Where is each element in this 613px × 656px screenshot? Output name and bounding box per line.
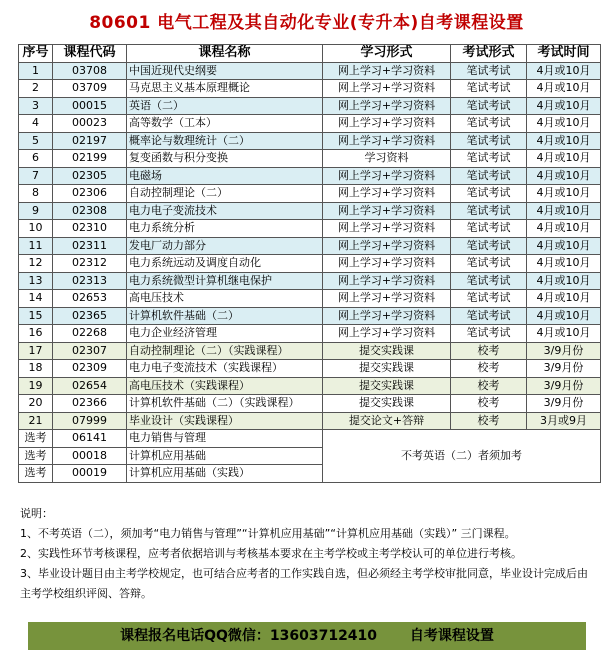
header-mode: 学习形式 [323, 45, 451, 63]
notes-heading: 说明： [20, 507, 53, 520]
row-code: 02197 [53, 132, 127, 150]
row-exam-time: 3月或9月 [527, 412, 601, 430]
row-study-mode: 网上学习+学习资料 [323, 185, 451, 203]
row-no: 16 [19, 325, 53, 343]
table-row [19, 325, 601, 343]
row-no: 13 [19, 272, 53, 290]
row-course-name: 计算机软件基础（二）（实践课程） [127, 395, 323, 413]
row-exam-time: 3/9月份 [527, 395, 601, 413]
row-exam-form: 笔试考试 [451, 290, 527, 308]
row-code: 02653 [53, 290, 127, 308]
table-row [19, 377, 601, 395]
row-study-mode: 网上学习+学习资料 [323, 132, 451, 150]
header-code: 课程代码 [53, 45, 127, 63]
row-no: 7 [19, 167, 53, 185]
row-course-name: 电力系统远动及调度自动化 [127, 255, 323, 273]
row-study-mode: 网上学习+学习资料 [323, 202, 451, 220]
row-study-mode: 网上学习+学习资料 [323, 272, 451, 290]
row-study-mode: 提交实践课 [323, 342, 451, 360]
table-row [19, 412, 601, 430]
row-no: 4 [19, 115, 53, 133]
course-table [18, 44, 601, 483]
row-exam-time: 4月或10月 [527, 202, 601, 220]
row-course-name: 电力销售与管理 [127, 430, 323, 448]
table-row [19, 185, 601, 203]
row-exam-form: 校考 [451, 377, 527, 395]
row-exam-time: 4月或10月 [527, 255, 601, 273]
row-study-mode: 网上学习+学习资料 [323, 97, 451, 115]
row-course-name: 计算机软件基础（二） [127, 307, 323, 325]
table-row [19, 132, 601, 150]
row-course-name: 电力企业经济管理 [127, 325, 323, 343]
row-exam-time: 4月或10月 [527, 237, 601, 255]
row-exam-form: 笔试考试 [451, 237, 527, 255]
footer-title: 自考课程设置 [409, 628, 494, 644]
table-header-row [19, 45, 601, 63]
row-no: 8 [19, 185, 53, 203]
row-study-mode: 网上学习+学习资料 [323, 255, 451, 273]
row-code: 07999 [53, 412, 127, 430]
row-exam-time: 4月或10月 [527, 97, 601, 115]
row-exam-form: 笔试考试 [451, 115, 527, 133]
row-exam-form: 笔试考试 [451, 202, 527, 220]
header-name: 课程名称 [127, 45, 323, 63]
row-course-name: 电磁场 [127, 167, 323, 185]
row-exam-form: 笔试考试 [451, 150, 527, 168]
row-study-mode: 网上学习+学习资料 [323, 307, 451, 325]
row-course-name: 马克思主义基本原理概论 [127, 80, 323, 98]
row-exam-time: 4月或10月 [527, 132, 601, 150]
row-exam-time: 4月或10月 [527, 307, 601, 325]
row-exam-time: 3/9月份 [527, 342, 601, 360]
footer-banner [28, 622, 586, 650]
row-course-name: 中国近现代史纲要 [127, 62, 323, 80]
row-code: 02199 [53, 150, 127, 168]
row-code: 00023 [53, 115, 127, 133]
row-course-name: 概率论与数理统计（二） [127, 132, 323, 150]
row-no: 19 [19, 377, 53, 395]
row-exam-form: 校考 [451, 412, 527, 430]
row-code: 02268 [53, 325, 127, 343]
row-course-name: 自动控制理论（二）（实践课程） [127, 342, 323, 360]
note-item: 3、毕业设计题目由主考学校规定，也可结合应考者的工作实践自选，但必须经主考学校审批同意，毕业设计完成后由主考学校组织评阅、答辩。 [20, 567, 588, 600]
row-no: 20 [19, 395, 53, 413]
row-study-mode: 网上学习+学习资料 [323, 290, 451, 308]
table-body [19, 62, 601, 482]
row-exam-time: 4月或10月 [527, 167, 601, 185]
row-study-mode: 学习资料 [323, 150, 451, 168]
row-study-mode: 提交论文+答辩 [323, 412, 451, 430]
row-code: 03709 [53, 80, 127, 98]
row-no: 9 [19, 202, 53, 220]
row-code: 00019 [53, 465, 127, 483]
row-code: 02308 [53, 202, 127, 220]
row-code: 06141 [53, 430, 127, 448]
table-row [19, 97, 601, 115]
row-study-mode: 网上学习+学习资料 [323, 325, 451, 343]
table-row [19, 360, 601, 378]
row-course-name: 电力电子变流技术（实践课程） [127, 360, 323, 378]
row-course-name: 高电压技术（实践课程） [127, 377, 323, 395]
row-code: 02305 [53, 167, 127, 185]
row-no: 5 [19, 132, 53, 150]
table-row [19, 342, 601, 360]
row-no: 10 [19, 220, 53, 238]
row-no: 18 [19, 360, 53, 378]
header-time: 考试时间 [527, 45, 601, 63]
row-code: 02654 [53, 377, 127, 395]
row-course-name: 电力电子变流技术 [127, 202, 323, 220]
note-item: 1、不考英语（二），须加考“电力销售与管理”“计算机应用基础”“计算机应用基础（实践）” 三门课程。 [20, 527, 516, 540]
row-code: 02309 [53, 360, 127, 378]
header-exam: 考试形式 [451, 45, 527, 63]
optional-note: 不考英语（二）者须加考 [323, 430, 601, 483]
row-no: 14 [19, 290, 53, 308]
row-code: 02313 [53, 272, 127, 290]
row-study-mode: 提交实践课 [323, 360, 451, 378]
table-row [19, 115, 601, 133]
row-exam-form: 笔试考试 [451, 220, 527, 238]
row-exam-form: 笔试考试 [451, 185, 527, 203]
table-row [19, 80, 601, 98]
row-exam-form: 校考 [451, 360, 527, 378]
row-exam-form: 笔试考试 [451, 272, 527, 290]
row-exam-time: 3/9月份 [527, 360, 601, 378]
row-code: 02311 [53, 237, 127, 255]
table-row [19, 395, 601, 413]
row-no: 1 [19, 62, 53, 80]
row-code: 02312 [53, 255, 127, 273]
row-study-mode: 提交实践课 [323, 377, 451, 395]
row-course-name: 英语（二） [127, 97, 323, 115]
row-study-mode: 网上学习+学习资料 [323, 237, 451, 255]
row-course-name: 发电厂动力部分 [127, 237, 323, 255]
row-no: 12 [19, 255, 53, 273]
table-row [19, 272, 601, 290]
table-row [19, 167, 601, 185]
row-code: 02306 [53, 185, 127, 203]
row-study-mode: 提交实践课 [323, 395, 451, 413]
table-row [19, 290, 601, 308]
row-course-name: 计算机应用基础（实践） [127, 465, 323, 483]
row-exam-time: 4月或10月 [527, 150, 601, 168]
row-study-mode: 网上学习+学习资料 [323, 80, 451, 98]
row-course-name: 复变函数与积分变换 [127, 150, 323, 168]
row-exam-form: 笔试考试 [451, 255, 527, 273]
page-title: 80601 电气工程及其自动化专业(专升本)自考课程设置 [89, 13, 524, 33]
row-code: 02307 [53, 342, 127, 360]
row-study-mode: 网上学习+学习资料 [323, 167, 451, 185]
row-no: 6 [19, 150, 53, 168]
table-row [19, 255, 601, 273]
row-exam-form: 笔试考试 [451, 307, 527, 325]
row-study-mode: 网上学习+学习资料 [323, 62, 451, 80]
row-exam-time: 4月或10月 [527, 185, 601, 203]
row-study-mode: 网上学习+学习资料 [323, 115, 451, 133]
row-course-name: 电力系统微型计算机继电保护 [127, 272, 323, 290]
row-exam-form: 笔试考试 [451, 62, 527, 80]
row-exam-time: 4月或10月 [527, 325, 601, 343]
row-exam-form: 校考 [451, 342, 527, 360]
row-code: 02365 [53, 307, 127, 325]
row-exam-time: 4月或10月 [527, 80, 601, 98]
optional-row [19, 430, 601, 448]
notes-section [20, 504, 598, 604]
row-course-name: 自动控制理论（二） [127, 185, 323, 203]
row-code: 02366 [53, 395, 127, 413]
table-row [19, 307, 601, 325]
row-exam-form: 笔试考试 [451, 97, 527, 115]
note-item: 2、实践性环节考核课程，应考者依据培训与考核基本要求在主考学校或主考学校认可的单位进行考核。 [20, 547, 522, 560]
row-code: 00018 [53, 447, 127, 465]
row-no: 15 [19, 307, 53, 325]
row-no: 21 [19, 412, 53, 430]
table-row [19, 237, 601, 255]
table-row [19, 150, 601, 168]
row-exam-form: 笔试考试 [451, 132, 527, 150]
row-exam-time: 4月或10月 [527, 115, 601, 133]
row-exam-time: 4月或10月 [527, 272, 601, 290]
row-course-name: 高电压技术 [127, 290, 323, 308]
row-no: 选考 [19, 447, 53, 465]
table-row [19, 220, 601, 238]
row-no: 3 [19, 97, 53, 115]
row-exam-time: 4月或10月 [527, 62, 601, 80]
row-exam-time: 4月或10月 [527, 220, 601, 238]
row-exam-form: 笔试考试 [451, 167, 527, 185]
row-no: 2 [19, 80, 53, 98]
row-exam-form: 笔试考试 [451, 325, 527, 343]
row-code: 02310 [53, 220, 127, 238]
row-no: 11 [19, 237, 53, 255]
row-exam-form: 校考 [451, 395, 527, 413]
row-study-mode: 网上学习+学习资料 [323, 220, 451, 238]
row-course-name: 计算机应用基础 [127, 447, 323, 465]
row-course-name: 毕业设计（实践课程） [127, 412, 323, 430]
table-row [19, 202, 601, 220]
row-course-name: 高等数学（工本） [127, 115, 323, 133]
row-course-name: 电力系统分析 [127, 220, 323, 238]
row-code: 00015 [53, 97, 127, 115]
row-exam-form: 笔试考试 [451, 80, 527, 98]
row-no: 选考 [19, 430, 53, 448]
table-row [19, 62, 601, 80]
header-no: 序号 [19, 45, 53, 63]
row-code: 03708 [53, 62, 127, 80]
row-exam-time: 3/9月份 [527, 377, 601, 395]
footer-contact: 课程报名电话QQ微信：13603712410 [120, 628, 378, 644]
row-exam-time: 4月或10月 [527, 290, 601, 308]
row-no: 选考 [19, 465, 53, 483]
row-no: 17 [19, 342, 53, 360]
